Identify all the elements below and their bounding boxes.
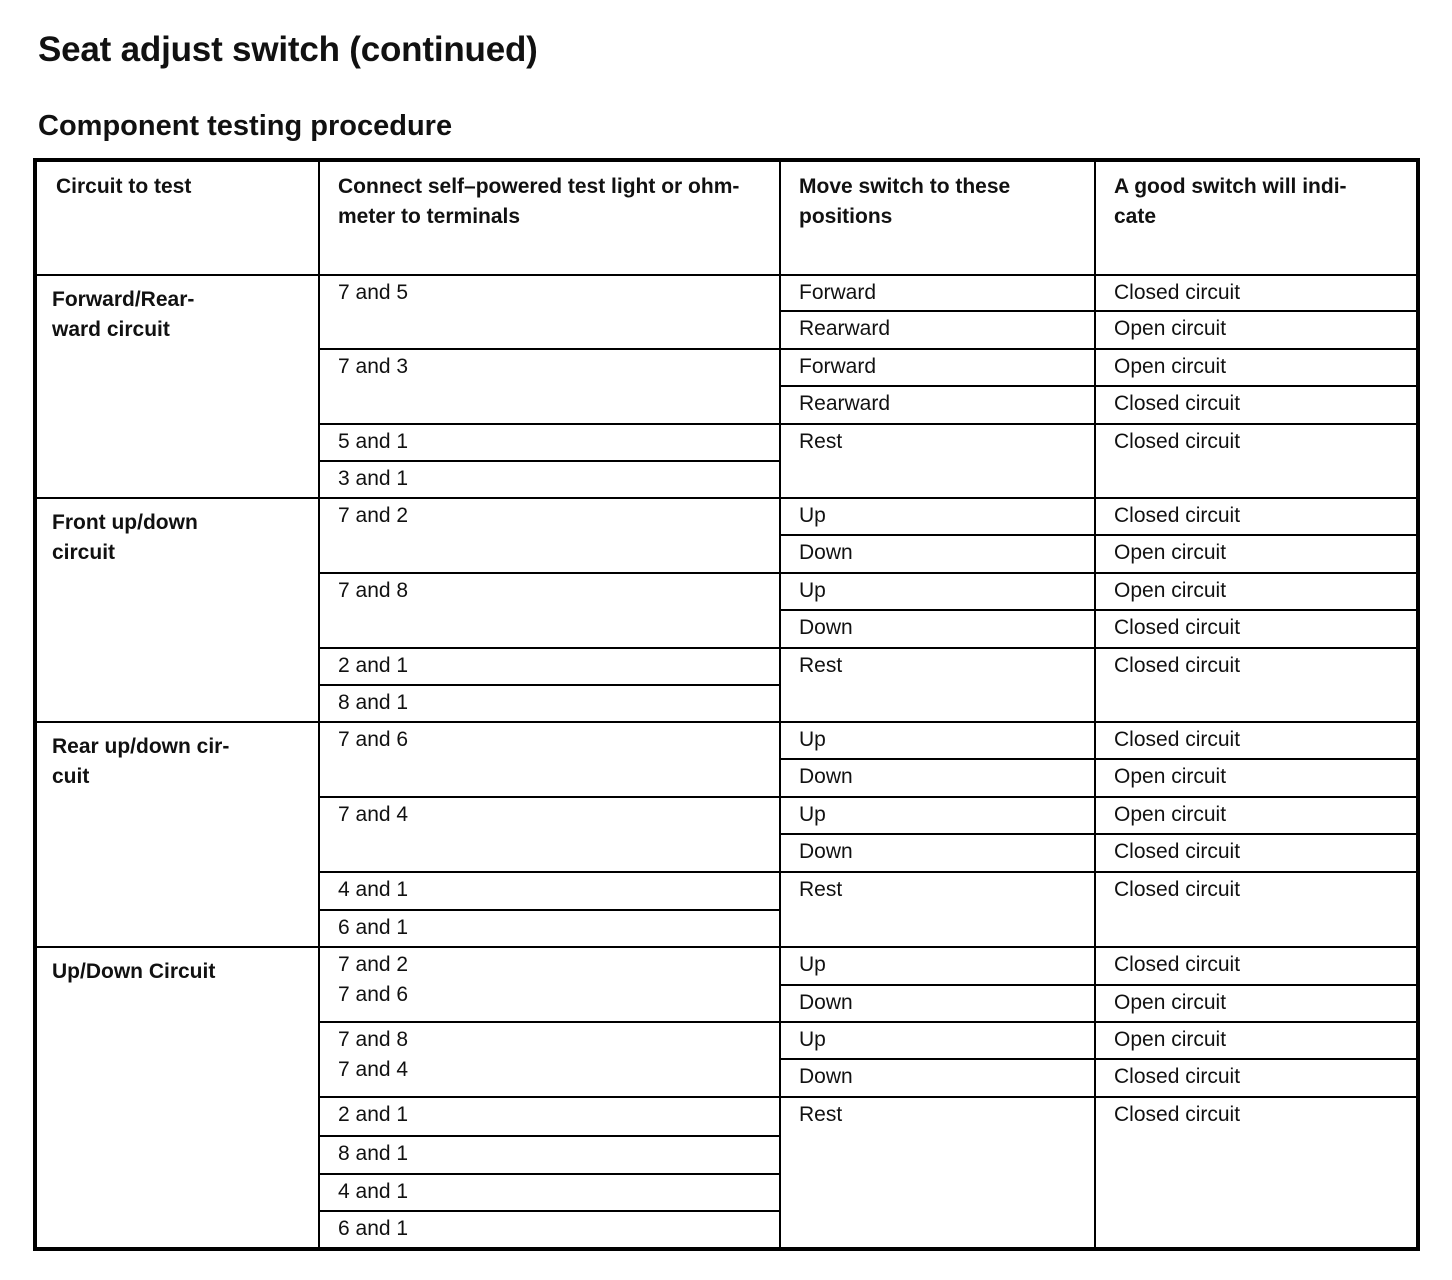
switch-position: Rest bbox=[799, 1103, 843, 1126]
expected-result: Closed circuit bbox=[1114, 840, 1241, 863]
expected-result: Open circuit bbox=[1114, 991, 1227, 1014]
expected-result: Closed circuit bbox=[1114, 1065, 1241, 1088]
switch-position: Up bbox=[799, 803, 826, 826]
switch-position: Down bbox=[799, 840, 853, 863]
switch-position: Forward bbox=[799, 281, 877, 304]
terminal-pair: 7 and 4 bbox=[338, 803, 409, 826]
expected-result: Open circuit bbox=[1114, 803, 1227, 826]
switch-position: Up bbox=[799, 953, 826, 976]
switch-position: Rearward bbox=[799, 392, 891, 415]
switch-position: Down bbox=[799, 1065, 853, 1088]
circuit-name: Forward/Rear- ward circuit bbox=[52, 288, 195, 341]
expected-result: Open circuit bbox=[1114, 541, 1227, 564]
expected-result: Closed circuit bbox=[1114, 953, 1241, 976]
expected-result: Open circuit bbox=[1114, 317, 1227, 340]
expected-result: Closed circuit bbox=[1114, 616, 1241, 639]
circuit-name: Rear up/down cir- cuit bbox=[52, 735, 230, 788]
terminal-pair: 2 and 1 bbox=[338, 654, 409, 677]
switch-position: Rearward bbox=[799, 317, 891, 340]
expected-result: Closed circuit bbox=[1114, 1103, 1241, 1126]
expected-result: Closed circuit bbox=[1114, 392, 1241, 415]
terminal-pair: 7 and 8 bbox=[338, 579, 409, 602]
switch-position: Rest bbox=[799, 878, 843, 901]
header-cell: Circuit to test bbox=[56, 175, 192, 198]
expected-result: Closed circuit bbox=[1114, 728, 1241, 751]
component-testing-table bbox=[33, 158, 1420, 1251]
expected-result: Open circuit bbox=[1114, 355, 1227, 378]
switch-position: Rest bbox=[799, 430, 843, 453]
switch-position: Up bbox=[799, 504, 826, 527]
expected-result: Closed circuit bbox=[1114, 878, 1241, 901]
terminal-pair: 7 and 3 bbox=[338, 355, 409, 378]
terminal-pair: 4 and 1 bbox=[338, 1180, 409, 1203]
header-cell: Move switch to these positions bbox=[799, 175, 1011, 228]
switch-position: Down bbox=[799, 991, 853, 1014]
terminal-pair: 7 and 2 bbox=[338, 504, 409, 527]
switch-position: Forward bbox=[799, 355, 877, 378]
switch-position: Rest bbox=[799, 654, 843, 677]
terminal-pair: 8 and 1 bbox=[338, 691, 409, 714]
terminal-pair: 7 and 6 bbox=[338, 728, 409, 751]
expected-result: Open circuit bbox=[1114, 765, 1227, 788]
expected-result: Closed circuit bbox=[1114, 430, 1241, 453]
switch-position: Down bbox=[799, 765, 853, 788]
terminal-pair: 8 and 1 bbox=[338, 1142, 409, 1165]
expected-result: Closed circuit bbox=[1114, 504, 1241, 527]
terminal-pair: 5 and 1 bbox=[338, 430, 409, 453]
section-title: Component testing procedure bbox=[38, 110, 453, 142]
switch-position: Down bbox=[799, 541, 853, 564]
switch-position: Down bbox=[799, 616, 853, 639]
terminal-pair: 7 and 8 7 and 4 bbox=[338, 1028, 409, 1081]
terminal-pair: 2 and 1 bbox=[338, 1103, 409, 1126]
expected-result: Open circuit bbox=[1114, 579, 1227, 602]
header-cell: A good switch will indi- cate bbox=[1114, 175, 1347, 228]
expected-result: Closed circuit bbox=[1114, 654, 1241, 677]
header-cell: Connect self–powered test light or ohm- meter to terminals bbox=[338, 175, 740, 228]
terminal-pair: 6 and 1 bbox=[338, 1217, 409, 1240]
circuit-name: Up/Down Circuit bbox=[52, 960, 216, 983]
switch-position: Up bbox=[799, 1028, 826, 1051]
terminal-pair: 6 and 1 bbox=[338, 916, 409, 939]
switch-position: Up bbox=[799, 728, 826, 751]
expected-result: Closed circuit bbox=[1114, 281, 1241, 304]
terminal-pair: 4 and 1 bbox=[338, 878, 409, 901]
terminal-pair: 7 and 2 7 and 6 bbox=[338, 953, 409, 1006]
switch-position: Up bbox=[799, 579, 826, 602]
expected-result: Open circuit bbox=[1114, 1028, 1227, 1051]
page-title: Seat adjust switch (continued) bbox=[38, 30, 538, 69]
terminal-pair: 3 and 1 bbox=[338, 467, 409, 490]
terminal-pair: 7 and 5 bbox=[338, 281, 409, 304]
circuit-name: Front up/down circuit bbox=[52, 511, 198, 564]
